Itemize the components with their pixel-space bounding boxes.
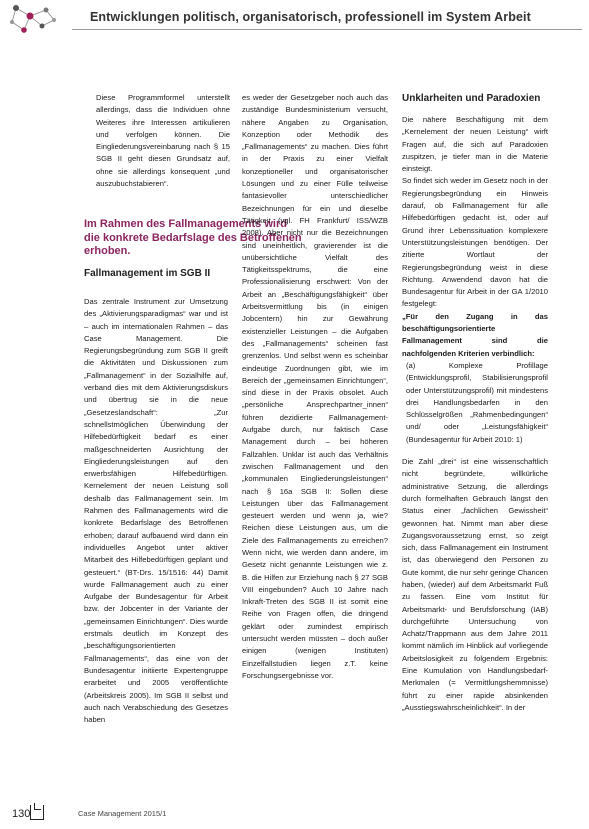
page-footer — [0, 799, 589, 829]
journal-name: Case Management 2015/1 — [78, 809, 167, 818]
body-paragraph: Das zentrale Instrument zur Umsetzung des „Aktivierungsparadigmas“ war und ist – auch im internationalen Rahmen – das Case Management. Die Regierungsbegründung zum SGB II greift die Aktivitäten und Diskussionen zum „Fallmanagement“ in der Sozialhilfe auf, verband dies mit dem Aktivierungsdiskurs und übertrug sie in die neue „Gesetzeslandschaft“: „Zur schnellstmöglichen Überwindung der Hilfebedürftigkeit bedarf es einer maßgeschneiderten Ausrichtung der Eingliederungsleistungen auf den erwerbsfähigen Hilfebedürftigen. Kernelement der neuen Leistung soll deshalb das Fallmanagement sein. Im Rahmen des Fallmanagements wird die konkrete Bedarfslage des Betroffenen erhoben; darauf aufbauend wird dann ein individuelles Angebot unter aktiver Mitarbeit des Hilfebedürftigen geplant und gesteuert.“ (BT-Drs. 15/1516: 44) Damit wurde Fallmanagement auch zu einer Aufgabe der Bundesagentur für Arbeit bzw. der Jobcenter in der Variante der „gemeinsamen Einrichtungen“. Dies wurde erstmals deutlich im Konzept des „beschäftigungsorientierten Fallmanagements“, das eine von der Bundesagentur initiierte Expertengruppe erarbeitet und 2005 veröffentlichte (Arbeitskreis 2005). Im SGB II selbst und auch nach Verabschiedung des Gesetzes haben — [84, 297, 228, 725]
column-3-body — [402, 114, 548, 714]
page-mark-icon — [30, 805, 44, 820]
quote-bold: „Für den Zugang in das beschäftigungsorientierte Fallmanagement sind die nachfolgenden Kriterien verbindlich: — [402, 311, 548, 358]
header-divider — [72, 29, 582, 30]
page-number: 130 — [12, 808, 31, 820]
paragraph-1: Die nähere Beschäftigung mit dem „Kernelement der neuen Leistung“ wirft Fragen auf, die sich auf Paradoxien zuspitzen, je tiefer man in die Materie einsteigt. — [402, 115, 548, 174]
body-paragraph: es weder der Gesetzgeber noch auch das zuständige Bundesministerium versucht, nähere Angaben zu Organisation, Konzeption oder Methodik des „Fallmanagements“ zu machen. Dies führt in der Praxis zu einer Vielfalt konzeptioneller und organisatorischer Lösungen und zu einer Fülle teilweise fantasievoller unterschiedlicher Bezeichnungen für ein und dieselbe Tätigkeit (vgl. FH Frankfurt/ ISS/WZB 2008). Aber nicht nur die Bezeichnungen sind uneinheitlich, gravierender ist die unübersichtliche Vielfalt des Tätigkeitsspektrums, die eine Professionalisierung erschwert: Von der Arbeit an „Beschäftigungsfähigkeit“ über Arbeitsvermittlung bis (in einigen Jobcentern) hin zur Gewährung existenzieller Leistungen – die Aufgaben des „Fallmanagements“ scheinen fast grenzenlos. Und selbst wenn es scheinbar eindeutige Zuordnungen gibt, wie im Bereich der „gemeinsamen Einrichtungen“, sind diese in der Praxis obsolet. Auch „persönliche Ansprechpartner_innen“ führen dezidierte Fallmanagement-Aufgabe durch, nur faktisch Case Management durch – bei höheren Fallzahlen. Unklar ist auch das Verhältnis zwischen Fallmanagement und den „kommunalen Eingliederungsleistungen“ nach § 16a SGB II: Sollen diese Leistungen über das Fallmanagement gesteuert werden und wenn ja, wie? Reichen diese Leistungen aus, um die Ziele des Fallmanagements zu erreichen? Wenn nicht, wie werden dann andere, im Gesetz nicht genannte Leistungen wie z. B. die Hilfen zur Erziehung nach § 27 SGB VIII eingebunden? Auch 10 Jahre nach Inkraft-Treten des SGB II ist somit eine Reihe von Fragen offen, die dringend geklärt oder zumindest empirisch untersucht werden müssten – doch außer einigen (wenigen Instituten) Einzelfallstudien liegen z.T. keine Forschungsergebnisse vor. — [242, 93, 388, 680]
column-1-body — [84, 296, 228, 726]
section-heading-unklarheiten: Unklarheiten und Paradoxien — [402, 93, 541, 104]
column-2-body — [242, 92, 388, 682]
page-header — [0, 0, 589, 38]
intro-paragraph: Diese Programmformel unterstellt allerdings, dass die Individuen ohne Weiteres ihre Interessen artikulieren und verfolgen können. Die Eingliederungsvereinbarung nach § 15 SGB II geht diesen Grundsatz auf, ohne sie allerdings konsequent „und auszubuchstabieren“. — [96, 93, 230, 189]
column-1-intro — [84, 92, 230, 190]
running-header-title: Entwicklungen politisch, organisatorisch, professionell im System Arbeit — [90, 10, 531, 24]
paragraph-2: So findet sich weder im Gesetz noch in der Regierungsbegründung ein Hinweis darauf, ob Fallmanagement für alle Hilfebedürftigen gedacht ist, oder auf Grund ihrer Lebenssituation komplexere Unterstützungsleistungen benötigen. Der zitierte Wortlaut der Regierungsbegründung weist in diese Richtung. Anwendend davon hat die Bundesagentur für Arbeit in der GA 1/2010 festgelegt: — [402, 176, 548, 309]
network-logo-icon — [8, 2, 60, 36]
pull-quote: Im Rahmen des Fallmanagements wird die konkrete Bedarfslage des Betroffenen erhoben. — [84, 218, 302, 257]
section-heading-fallmanagement: Fallmanagement im SGB II — [84, 268, 211, 279]
quote-rest: (a) Komplexe Profillage (Entwicklungsprofil, Stabilisierungsprofil oder Unterstützungsprofil) mit mindestens drei Handlungsbedarfen in den Schlüsselgrößen „Rahmenbedingungen“ und/ oder „Leistungsfähigkeit“ (Bundesagentur für Arbeit 2010: 1) — [406, 360, 548, 444]
paragraph-3: Die Zahl „drei“ ist eine wissenschaftlich nicht begründete, willkürliche administrative Setzung, die allerdings durch formelhaften Gebrauch längst den Status einer „fachlichen Gewissheit“ gewonnen hat. Nimmt man aber diese Zugangsvoraussetzung ernst, so zeigt sich, dass Fallmanagement ein Instrument ist, das überwiegend den Personen zu Gute kommt, die nur sehr geringe Chancen haben, (wieder) auf dem Arbeitsmarkt Fuß zu fassen. Eine vom Institut für Arbeitsmarkt- und Berufsforschung (IAB) durchgeführte Untersuchung von Achatz/Trappmann aus dem Jahre 2011 kommt nämlich im Hinblick auf vorliegende Arbeitslosigkeit zu folgendem Ergebnis: Eine Kumulation von Handlungsbedarf-Merkmalen (= Vermittlungshemmnisse) führt zu einer rapide absinkenden „Ausstiegswahrscheinlichkeit“. In der — [402, 457, 548, 712]
